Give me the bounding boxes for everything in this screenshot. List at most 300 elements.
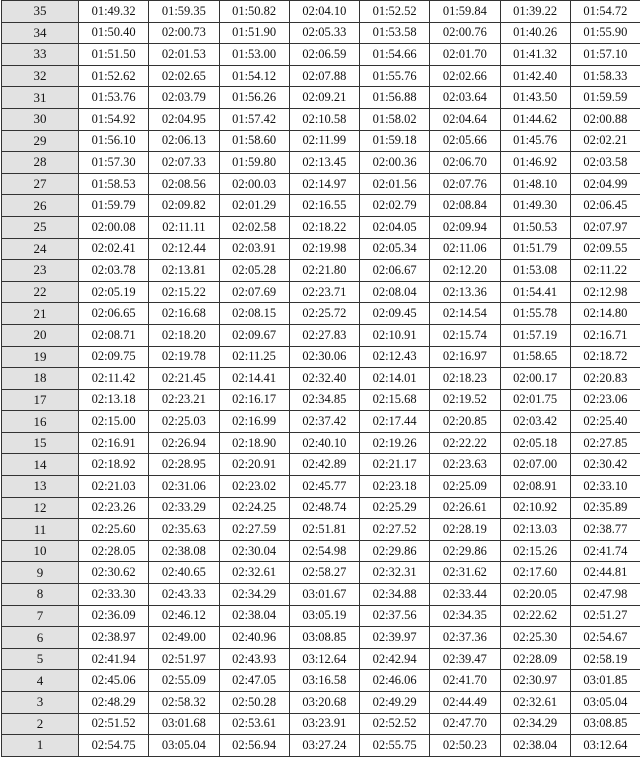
time-cell: 01:59.79 bbox=[79, 195, 149, 217]
time-cell: 02:01.75 bbox=[500, 389, 570, 411]
time-cell: 02:01.53 bbox=[149, 44, 219, 66]
time-cell: 02:09.21 bbox=[289, 87, 359, 109]
time-cell: 02:51.52 bbox=[79, 713, 149, 735]
time-cell: 01:53.08 bbox=[500, 260, 570, 282]
time-cell: 02:00.36 bbox=[360, 152, 430, 174]
time-cell: 02:02.58 bbox=[219, 216, 289, 238]
time-cell: 02:03.78 bbox=[79, 260, 149, 282]
table-row bbox=[2, 540, 640, 562]
time-cell: 02:00.88 bbox=[570, 108, 640, 130]
time-cell: 02:25.30 bbox=[500, 627, 570, 649]
time-cell: 02:30.04 bbox=[219, 540, 289, 562]
time-cell: 02:40.65 bbox=[149, 562, 219, 584]
time-cell: 02:16.55 bbox=[289, 195, 359, 217]
time-cell: 02:12.44 bbox=[149, 238, 219, 260]
time-cell: 01:56.26 bbox=[219, 87, 289, 109]
time-cell: 02:15.22 bbox=[149, 281, 219, 303]
row-level-cell: 33 bbox=[2, 44, 79, 66]
time-cell: 02:41.94 bbox=[79, 648, 149, 670]
time-cell: 02:07.69 bbox=[219, 281, 289, 303]
table-row bbox=[2, 216, 640, 238]
time-table bbox=[1, 0, 640, 757]
time-cell: 02:16.68 bbox=[149, 303, 219, 325]
time-cell: 02:33.29 bbox=[149, 497, 219, 519]
time-cell: 02:28.09 bbox=[500, 648, 570, 670]
row-level-cell: 31 bbox=[2, 87, 79, 109]
table-row bbox=[2, 1, 640, 23]
time-cell: 02:37.36 bbox=[430, 627, 500, 649]
time-cell: 02:06.13 bbox=[149, 130, 219, 152]
time-cell: 02:18.92 bbox=[79, 454, 149, 476]
time-cell: 01:51.50 bbox=[79, 44, 149, 66]
time-cell: 02:15.68 bbox=[360, 389, 430, 411]
time-cell: 02:32.31 bbox=[360, 562, 430, 584]
time-cell: 01:53.00 bbox=[219, 44, 289, 66]
row-level-cell: 28 bbox=[2, 152, 79, 174]
time-cell: 02:34.88 bbox=[360, 584, 430, 606]
time-cell: 02:08.04 bbox=[360, 281, 430, 303]
table-row bbox=[2, 22, 640, 44]
time-cell: 02:00.08 bbox=[79, 216, 149, 238]
time-cell: 03:01.67 bbox=[289, 584, 359, 606]
time-cell: 02:27.83 bbox=[289, 324, 359, 346]
time-cell: 02:04.05 bbox=[360, 216, 430, 238]
time-cell: 02:06.67 bbox=[360, 260, 430, 282]
time-cell: 02:19.26 bbox=[360, 432, 430, 454]
time-cell: 01:39.22 bbox=[500, 1, 570, 23]
time-cell: 02:25.09 bbox=[430, 476, 500, 498]
time-cell: 02:05.19 bbox=[79, 281, 149, 303]
time-cell: 02:23.26 bbox=[79, 497, 149, 519]
table-row bbox=[2, 627, 640, 649]
table-row bbox=[2, 173, 640, 195]
time-cell: 02:04.64 bbox=[430, 108, 500, 130]
time-cell: 02:13.81 bbox=[149, 260, 219, 282]
table-row bbox=[2, 648, 640, 670]
time-cell: 02:10.58 bbox=[289, 108, 359, 130]
time-cell: 02:23.06 bbox=[570, 389, 640, 411]
time-cell: 02:39.97 bbox=[360, 627, 430, 649]
time-cell: 01:54.72 bbox=[570, 1, 640, 23]
time-cell: 02:41.70 bbox=[430, 670, 500, 692]
time-cell: 02:23.21 bbox=[149, 389, 219, 411]
time-cell: 02:31.06 bbox=[149, 476, 219, 498]
time-cell: 02:18.20 bbox=[149, 324, 219, 346]
time-cell: 01:59.84 bbox=[430, 1, 500, 23]
table-row bbox=[2, 432, 640, 454]
row-level-cell: 10 bbox=[2, 540, 79, 562]
time-cell: 02:52.52 bbox=[360, 713, 430, 735]
time-cell: 02:03.64 bbox=[430, 87, 500, 109]
table-row bbox=[2, 519, 640, 541]
time-cell: 02:30.42 bbox=[570, 454, 640, 476]
time-cell: 02:31.62 bbox=[430, 562, 500, 584]
row-level-cell: 2 bbox=[2, 713, 79, 735]
time-cell: 02:29.86 bbox=[430, 540, 500, 562]
time-cell: 01:50.82 bbox=[219, 1, 289, 23]
time-cell: 02:55.75 bbox=[360, 735, 430, 757]
time-cell: 02:06.45 bbox=[570, 195, 640, 217]
time-cell: 02:18.90 bbox=[219, 432, 289, 454]
time-cell: 02:12.98 bbox=[570, 281, 640, 303]
table-row bbox=[2, 260, 640, 282]
row-level-cell: 24 bbox=[2, 238, 79, 260]
time-cell: 02:42.94 bbox=[360, 648, 430, 670]
time-cell: 02:18.23 bbox=[430, 368, 500, 390]
time-cell: 02:45.06 bbox=[79, 670, 149, 692]
table-row bbox=[2, 562, 640, 584]
time-cell: 01:54.41 bbox=[500, 281, 570, 303]
time-cell: 03:05.19 bbox=[289, 605, 359, 627]
time-cell: 02:14.97 bbox=[289, 173, 359, 195]
time-cell: 02:07.97 bbox=[570, 216, 640, 238]
time-cell: 02:44.81 bbox=[570, 562, 640, 584]
time-cell: 02:11.06 bbox=[430, 238, 500, 260]
time-cell: 02:19.52 bbox=[430, 389, 500, 411]
time-cell: 02:21.03 bbox=[79, 476, 149, 498]
time-cell: 02:06.70 bbox=[430, 152, 500, 174]
time-cell: 02:55.09 bbox=[149, 670, 219, 692]
time-cell: 02:11.99 bbox=[289, 130, 359, 152]
time-cell: 01:48.10 bbox=[500, 173, 570, 195]
time-cell: 01:57.30 bbox=[79, 152, 149, 174]
time-cell: 02:05.33 bbox=[289, 22, 359, 44]
time-cell: 02:23.02 bbox=[219, 476, 289, 498]
time-cell: 02:38.08 bbox=[149, 540, 219, 562]
time-cell: 02:15.74 bbox=[430, 324, 500, 346]
time-cell: 02:26.61 bbox=[430, 497, 500, 519]
time-cell: 03:01.68 bbox=[149, 713, 219, 735]
time-cell: 02:20.85 bbox=[430, 411, 500, 433]
time-cell: 03:27.24 bbox=[289, 735, 359, 757]
time-cell: 01:41.32 bbox=[500, 44, 570, 66]
time-cell: 02:32.61 bbox=[219, 562, 289, 584]
row-level-cell: 25 bbox=[2, 216, 79, 238]
table-row bbox=[2, 152, 640, 174]
table-row bbox=[2, 238, 640, 260]
time-cell: 02:14.01 bbox=[360, 368, 430, 390]
time-cell: 02:16.99 bbox=[219, 411, 289, 433]
time-cell: 01:58.65 bbox=[500, 346, 570, 368]
table-row bbox=[2, 476, 640, 498]
time-cell: 02:51.27 bbox=[570, 605, 640, 627]
time-cell: 02:02.65 bbox=[149, 65, 219, 87]
time-cell: 02:25.29 bbox=[360, 497, 430, 519]
time-cell: 01:55.76 bbox=[360, 65, 430, 87]
time-cell: 02:38.04 bbox=[219, 605, 289, 627]
time-cell: 02:03.58 bbox=[570, 152, 640, 174]
time-cell: 02:49.29 bbox=[360, 692, 430, 714]
time-cell: 01:55.78 bbox=[500, 303, 570, 325]
time-cell: 01:52.52 bbox=[360, 1, 430, 23]
time-cell: 02:02.79 bbox=[360, 195, 430, 217]
time-cell: 01:40.26 bbox=[500, 22, 570, 44]
time-cell: 02:33.10 bbox=[570, 476, 640, 498]
time-cell: 02:05.66 bbox=[430, 130, 500, 152]
row-level-cell: 29 bbox=[2, 130, 79, 152]
table-row bbox=[2, 454, 640, 476]
row-level-cell: 6 bbox=[2, 627, 79, 649]
table-row bbox=[2, 605, 640, 627]
time-cell: 02:37.56 bbox=[360, 605, 430, 627]
time-cell: 02:03.42 bbox=[500, 411, 570, 433]
time-cell: 02:47.70 bbox=[430, 713, 500, 735]
table-row bbox=[2, 713, 640, 735]
time-cell: 02:09.45 bbox=[360, 303, 430, 325]
row-level-cell: 27 bbox=[2, 173, 79, 195]
time-cell: 02:12.43 bbox=[360, 346, 430, 368]
time-cell: 02:45.77 bbox=[289, 476, 359, 498]
time-cell: 02:25.60 bbox=[79, 519, 149, 541]
time-cell: 02:58.32 bbox=[149, 692, 219, 714]
row-level-cell: 7 bbox=[2, 605, 79, 627]
time-cell: 01:59.80 bbox=[219, 152, 289, 174]
time-cell: 02:49.00 bbox=[149, 627, 219, 649]
table-row bbox=[2, 303, 640, 325]
table-row bbox=[2, 368, 640, 390]
time-cell: 02:10.92 bbox=[500, 497, 570, 519]
time-cell: 01:54.66 bbox=[360, 44, 430, 66]
time-cell: 01:57.10 bbox=[570, 44, 640, 66]
time-cell: 02:40.10 bbox=[289, 432, 359, 454]
time-cell: 02:36.09 bbox=[79, 605, 149, 627]
table-row bbox=[2, 411, 640, 433]
time-cell: 02:02.66 bbox=[430, 65, 500, 87]
time-cell: 02:34.29 bbox=[500, 713, 570, 735]
time-cell: 02:14.80 bbox=[570, 303, 640, 325]
time-cell: 02:15.00 bbox=[79, 411, 149, 433]
time-cell: 02:09.55 bbox=[570, 238, 640, 260]
time-cell: 02:07.33 bbox=[149, 152, 219, 174]
time-cell: 01:59.18 bbox=[360, 130, 430, 152]
time-cell: 02:18.22 bbox=[289, 216, 359, 238]
row-level-cell: 8 bbox=[2, 584, 79, 606]
time-cell: 02:58.27 bbox=[289, 562, 359, 584]
row-level-cell: 18 bbox=[2, 368, 79, 390]
time-cell: 02:41.74 bbox=[570, 540, 640, 562]
time-cell: 02:25.03 bbox=[149, 411, 219, 433]
time-cell: 02:20.83 bbox=[570, 368, 640, 390]
time-cell: 02:05.34 bbox=[360, 238, 430, 260]
table-row bbox=[2, 324, 640, 346]
time-cell: 01:53.58 bbox=[360, 22, 430, 44]
time-cell: 02:33.30 bbox=[79, 584, 149, 606]
time-cell: 02:03.79 bbox=[149, 87, 219, 109]
time-cell: 02:08.56 bbox=[149, 173, 219, 195]
time-cell: 02:17.60 bbox=[500, 562, 570, 584]
time-cell: 02:11.22 bbox=[570, 260, 640, 282]
time-cell: 02:34.85 bbox=[289, 389, 359, 411]
time-cell: 02:16.91 bbox=[79, 432, 149, 454]
time-cell: 03:12.64 bbox=[289, 648, 359, 670]
time-cell: 02:06.59 bbox=[289, 44, 359, 66]
time-cell: 01:57.42 bbox=[219, 108, 289, 130]
time-cell: 01:50.53 bbox=[500, 216, 570, 238]
time-cell: 02:23.18 bbox=[360, 476, 430, 498]
time-cell: 02:07.88 bbox=[289, 65, 359, 87]
time-cell: 02:20.91 bbox=[219, 454, 289, 476]
time-cell: 02:24.25 bbox=[219, 497, 289, 519]
time-cell: 02:00.76 bbox=[430, 22, 500, 44]
time-cell: 02:22.62 bbox=[500, 605, 570, 627]
time-cell: 02:15.26 bbox=[500, 540, 570, 562]
time-cell: 02:20.05 bbox=[500, 584, 570, 606]
time-cell: 02:28.05 bbox=[79, 540, 149, 562]
time-cell: 01:58.33 bbox=[570, 65, 640, 87]
row-level-cell: 11 bbox=[2, 519, 79, 541]
time-cell: 02:00.03 bbox=[219, 173, 289, 195]
row-level-cell: 22 bbox=[2, 281, 79, 303]
time-cell: 02:13.36 bbox=[430, 281, 500, 303]
time-cell: 02:13.18 bbox=[79, 389, 149, 411]
time-cell: 02:43.33 bbox=[149, 584, 219, 606]
time-cell: 02:26.94 bbox=[149, 432, 219, 454]
time-cell: 01:50.40 bbox=[79, 22, 149, 44]
time-cell: 02:30.62 bbox=[79, 562, 149, 584]
time-cell: 01:46.92 bbox=[500, 152, 570, 174]
time-cell: 02:37.42 bbox=[289, 411, 359, 433]
time-cell: 01:56.88 bbox=[360, 87, 430, 109]
time-cell: 02:11.11 bbox=[149, 216, 219, 238]
time-cell: 01:55.90 bbox=[570, 22, 640, 44]
time-cell: 01:54.12 bbox=[219, 65, 289, 87]
row-level-cell: 9 bbox=[2, 562, 79, 584]
time-cell: 03:08.85 bbox=[570, 713, 640, 735]
row-level-cell: 23 bbox=[2, 260, 79, 282]
time-cell: 02:56.94 bbox=[219, 735, 289, 757]
time-cell: 02:03.91 bbox=[219, 238, 289, 260]
time-cell: 02:46.12 bbox=[149, 605, 219, 627]
time-cell: 02:23.63 bbox=[430, 454, 500, 476]
time-cell: 02:23.71 bbox=[289, 281, 359, 303]
time-cell: 03:08.85 bbox=[289, 627, 359, 649]
time-cell: 02:09.94 bbox=[430, 216, 500, 238]
time-cell: 02:21.80 bbox=[289, 260, 359, 282]
time-cell: 02:16.97 bbox=[430, 346, 500, 368]
time-cell: 01:49.32 bbox=[79, 1, 149, 23]
time-cell: 02:54.98 bbox=[289, 540, 359, 562]
time-cell: 01:56.10 bbox=[79, 130, 149, 152]
time-cell: 02:21.17 bbox=[360, 454, 430, 476]
time-cell: 02:16.17 bbox=[219, 389, 289, 411]
time-cell: 02:08.91 bbox=[500, 476, 570, 498]
time-cell: 02:02.41 bbox=[79, 238, 149, 260]
time-cell: 01:52.62 bbox=[79, 65, 149, 87]
time-cell: 02:39.47 bbox=[430, 648, 500, 670]
time-cell: 03:16.58 bbox=[289, 670, 359, 692]
time-cell: 01:54.92 bbox=[79, 108, 149, 130]
row-level-cell: 4 bbox=[2, 670, 79, 692]
row-level-cell: 15 bbox=[2, 432, 79, 454]
time-cell: 02:12.20 bbox=[430, 260, 500, 282]
time-cell: 03:05.04 bbox=[570, 692, 640, 714]
time-cell: 02:38.97 bbox=[79, 627, 149, 649]
time-cell: 03:05.04 bbox=[149, 735, 219, 757]
time-cell: 01:51.79 bbox=[500, 238, 570, 260]
table-row bbox=[2, 692, 640, 714]
row-level-cell: 30 bbox=[2, 108, 79, 130]
table-row bbox=[2, 584, 640, 606]
row-level-cell: 5 bbox=[2, 648, 79, 670]
time-cell: 02:00.17 bbox=[500, 368, 570, 390]
time-cell: 02:18.72 bbox=[570, 346, 640, 368]
time-cell: 01:43.50 bbox=[500, 87, 570, 109]
row-level-cell: 20 bbox=[2, 324, 79, 346]
row-level-cell: 35 bbox=[2, 1, 79, 23]
time-cell: 02:58.19 bbox=[570, 648, 640, 670]
row-level-cell: 21 bbox=[2, 303, 79, 325]
time-cell: 02:05.28 bbox=[219, 260, 289, 282]
time-cell: 02:28.19 bbox=[430, 519, 500, 541]
table-row bbox=[2, 44, 640, 66]
time-cell: 02:08.84 bbox=[430, 195, 500, 217]
row-level-cell: 32 bbox=[2, 65, 79, 87]
time-cell: 02:46.06 bbox=[360, 670, 430, 692]
time-cell: 02:13.45 bbox=[289, 152, 359, 174]
time-cell: 02:09.82 bbox=[149, 195, 219, 217]
time-cell: 02:50.28 bbox=[219, 692, 289, 714]
time-cell: 02:54.67 bbox=[570, 627, 640, 649]
time-cell: 02:30.97 bbox=[500, 670, 570, 692]
time-cell: 02:13.03 bbox=[500, 519, 570, 541]
time-cell: 01:58.60 bbox=[219, 130, 289, 152]
time-cell: 02:21.45 bbox=[149, 368, 219, 390]
time-cell: 02:07.76 bbox=[430, 173, 500, 195]
row-level-cell: 26 bbox=[2, 195, 79, 217]
time-cell: 02:16.71 bbox=[570, 324, 640, 346]
row-level-cell: 14 bbox=[2, 454, 79, 476]
time-cell: 01:53.76 bbox=[79, 87, 149, 109]
table-row bbox=[2, 195, 640, 217]
time-cell: 02:27.52 bbox=[360, 519, 430, 541]
time-cell: 02:42.89 bbox=[289, 454, 359, 476]
time-cell: 02:43.93 bbox=[219, 648, 289, 670]
time-cell: 02:25.72 bbox=[289, 303, 359, 325]
time-cell: 02:17.44 bbox=[360, 411, 430, 433]
time-cell: 02:51.81 bbox=[289, 519, 359, 541]
table-row bbox=[2, 87, 640, 109]
time-cell: 02:01.70 bbox=[430, 44, 500, 66]
time-cell: 02:22.22 bbox=[430, 432, 500, 454]
time-cell: 02:35.89 bbox=[570, 497, 640, 519]
table-row bbox=[2, 65, 640, 87]
time-cell: 02:02.21 bbox=[570, 130, 640, 152]
row-level-cell: 16 bbox=[2, 411, 79, 433]
time-cell: 02:11.42 bbox=[79, 368, 149, 390]
time-cell: 02:35.63 bbox=[149, 519, 219, 541]
time-cell: 03:20.68 bbox=[289, 692, 359, 714]
table-row bbox=[2, 389, 640, 411]
time-cell: 01:44.62 bbox=[500, 108, 570, 130]
time-cell: 02:10.91 bbox=[360, 324, 430, 346]
row-level-cell: 3 bbox=[2, 692, 79, 714]
time-cell: 02:34.29 bbox=[219, 584, 289, 606]
row-level-cell: 17 bbox=[2, 389, 79, 411]
time-cell: 02:27.85 bbox=[570, 432, 640, 454]
table-row bbox=[2, 497, 640, 519]
row-level-cell: 1 bbox=[2, 735, 79, 757]
time-cell: 02:05.18 bbox=[500, 432, 570, 454]
time-cell: 01:58.02 bbox=[360, 108, 430, 130]
time-cell: 02:32.61 bbox=[500, 692, 570, 714]
time-cell: 02:08.71 bbox=[79, 324, 149, 346]
time-cell: 01:45.76 bbox=[500, 130, 570, 152]
time-cell: 02:14.54 bbox=[430, 303, 500, 325]
time-cell: 02:09.67 bbox=[219, 324, 289, 346]
time-cell: 02:30.06 bbox=[289, 346, 359, 368]
time-cell: 02:19.98 bbox=[289, 238, 359, 260]
table-row bbox=[2, 670, 640, 692]
